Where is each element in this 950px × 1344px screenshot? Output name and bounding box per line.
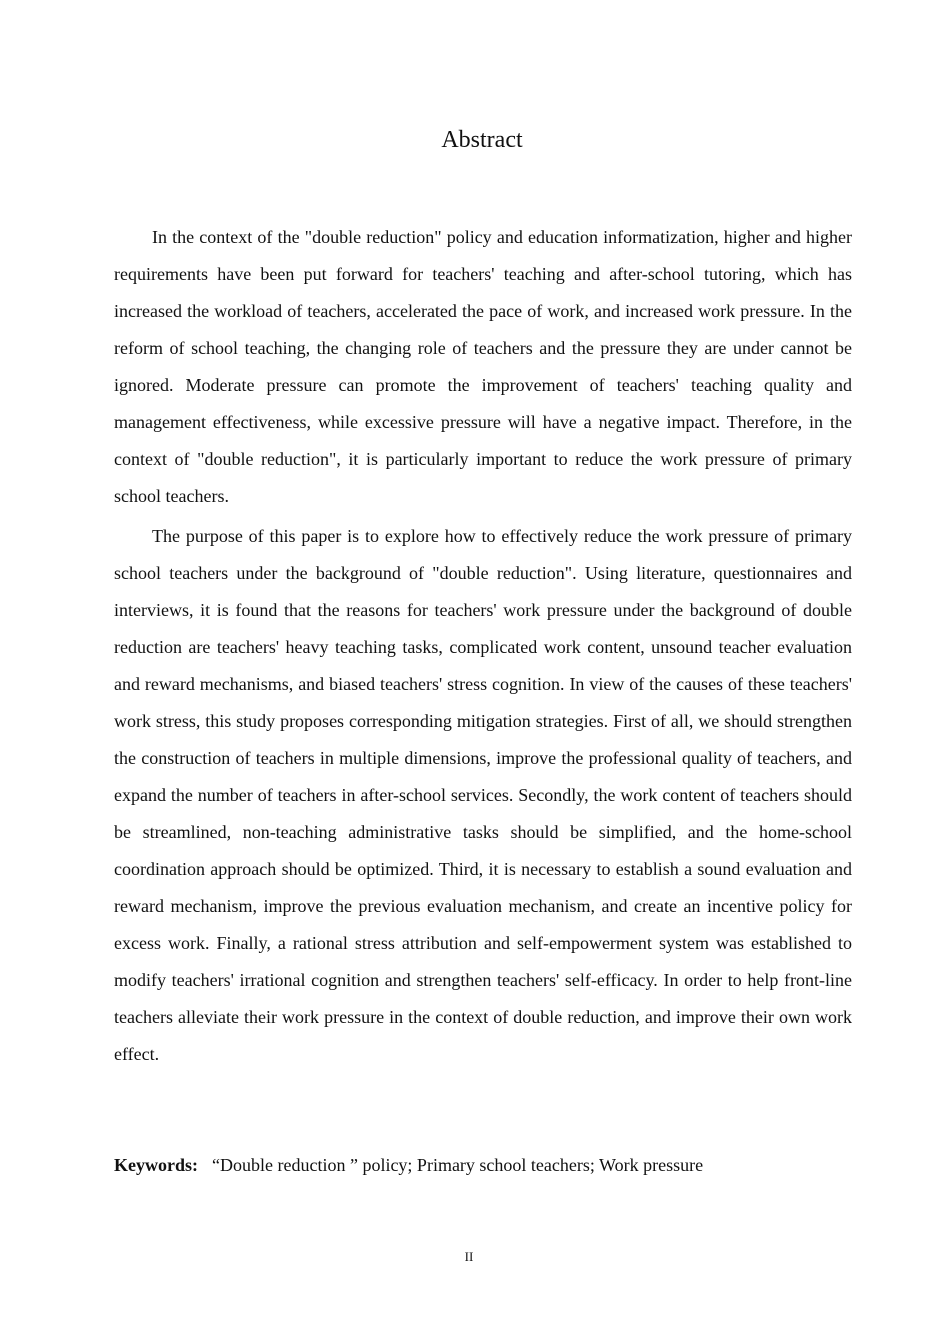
page-number: II [464, 1249, 474, 1264]
abstract-body [114, 219, 852, 1076]
abstract-paragraph-1: In the context of the "double reduction" policy and education informatization, higher and higher requirements have been put forward for teachers' teaching and after-school tutoring, which has increased the workload of teachers, accelerated the pace of work, and increased work pressure. In the reform of school teaching, the changing role of teachers and the pressure they are under cannot be ignored. Moderate pressure can promote the improvement of teachers' teaching quality and management effectiveness, while excessive pressure will have a negative impact. Therefore, in the context of "double reduction", it is particularly important to reduce the work pressure of primary school teachers. [114, 227, 852, 506]
keywords-text: “Double reduction ” policy; Primary school teachers; Work pressure [212, 1155, 704, 1175]
keywords-label: Keywords: [114, 1155, 198, 1175]
abstract-title: Abstract [441, 127, 523, 153]
abstract-paragraph-2: The purpose of this paper is to explore how to effectively reduce the work pressure of primary school teachers under the background of "double reduction". Using literature, questionnaires and interviews, it is found that the reasons for teachers' work pressure under the background of double reduction are teachers' heavy teaching tasks, complicated work content, unsound teacher evaluation and reward mechanisms, and biased teachers' stress cognition. In view of the causes of these teachers' work stress, this study proposes corresponding mitigation strategies. First of all, we should strengthen the construction of teachers in multiple dimensions, improve the professional quality of teachers, and expand the number of teachers in after-school services. Secondly, the work content of teachers should be streamlined, non-teaching administrative tasks should be simplified, and the home-school coordination approach should be optimized. Third, it is necessary to establish a sound evaluation and reward mechanism, improve the previous evaluation mechanism, and create an incentive policy for excess work. Finally, a rational stress attribution and self-empowerment system was established to modify teachers' irrational cognition and strengthen teachers' self-efficacy. In order to help front-line teachers alleviate their work pressure in the context of double reduction, and improve their own work effect. [114, 526, 852, 1064]
keywords-line [114, 1151, 854, 1179]
